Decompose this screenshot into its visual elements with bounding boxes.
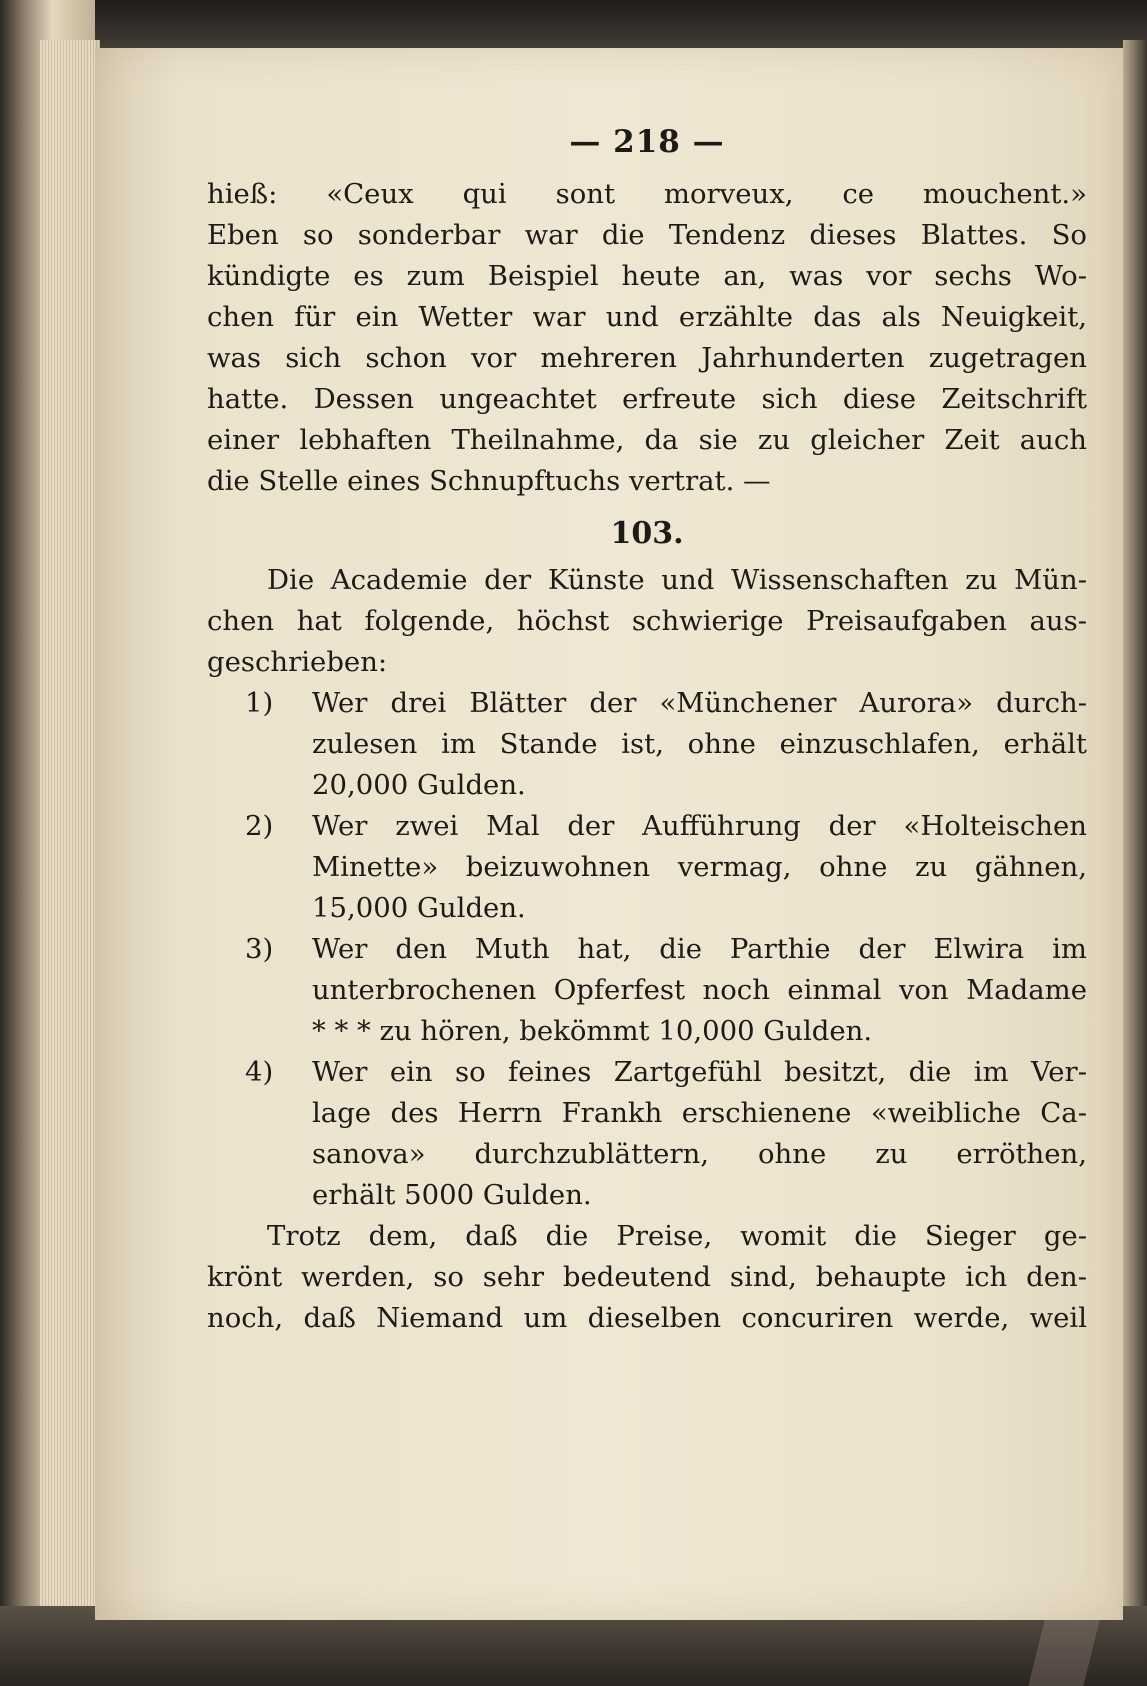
page-text: [207, 118, 1087, 1339]
text-line: chen für ein Wetter war und erzählte das als Neuigkeit,: [207, 301, 1087, 333]
text-line: hatte. Dessen ungeachtet erfreute sich diese Zeitschrift: [207, 383, 1087, 415]
book-page: [95, 48, 1123, 1620]
text-line: sanova» durchzublättern, ohne zu erröthen,: [312, 1138, 1087, 1170]
text-line: unterbrochenen Opferfest noch einmal von Madame: [312, 974, 1087, 1006]
item-number: 2): [245, 810, 274, 842]
text-line: Wer den Muth hat, die Parthie der Elwira im: [312, 933, 1087, 965]
text-line: hieß: «Ceux qui sont morveux, ce mouchent.»: [207, 178, 1087, 210]
prize-item-1: [207, 683, 1087, 806]
text-line: einer lebhaften Theilnahme, da sie zu gleicher Zeit auch: [207, 424, 1087, 456]
text-line: zulesen im Stande ist, ohne einzuschlafen, erhält: [312, 728, 1087, 760]
text-line: 20,000 Gulden.: [312, 769, 526, 801]
text-line: chen hat folgende, höchst schwierige Preisaufgaben aus-: [207, 605, 1087, 637]
text-line: Eben so sonderbar war die Tendenz dieses Blattes. So: [207, 219, 1087, 251]
text-line: Wer zwei Mal der Aufführung der «Holteischen: [312, 810, 1087, 842]
text-line: krönt werden, so sehr bedeutend sind, behaupte ich den-: [207, 1261, 1087, 1293]
closing-paragraph: [207, 1216, 1087, 1339]
prize-item-3: [207, 929, 1087, 1052]
prize-item-2: [207, 806, 1087, 929]
text-line: lage des Herrn Frankh erschienene «weibliche Ca-: [312, 1097, 1087, 1129]
section-number: 103.: [610, 516, 684, 551]
text-line: * * * zu hören, bekömmt 10,000 Gulden.: [312, 1015, 873, 1047]
book-top-edge: [0, 0, 1147, 55]
text-line: Minette» beizuwohnen vermag, ohne zu gähnen,: [312, 851, 1087, 883]
book-right-edge: [1123, 40, 1147, 1660]
text-line: Wer ein so feines Zartgefühl besitzt, die im Ver-: [312, 1056, 1087, 1088]
text-line: was sich schon vor mehreren Jahrhunderten zugetragen: [207, 342, 1087, 374]
prize-item-4: [207, 1052, 1087, 1216]
text-line: 15,000 Gulden.: [312, 892, 526, 924]
text-line: kündigte es zum Beispiel heute an, was vor sechs Wo-: [207, 260, 1087, 292]
page-number: — 218 —: [569, 124, 725, 160]
text-line: Trotz dem, daß die Preise, womit die Sieger ge-: [267, 1220, 1087, 1252]
item-number: 4): [245, 1056, 274, 1088]
section-intro-paragraph: [207, 560, 1087, 683]
item-number: 3): [245, 933, 274, 965]
text-line: Die Academie der Künste und Wissenschaften zu Mün-: [267, 564, 1087, 596]
intro-paragraph: [207, 174, 1087, 502]
text-line: Wer drei Blätter der «Münchener Aurora» durch-: [312, 687, 1087, 719]
text-line: die Stelle eines Schnupftuchs vertrat. —: [207, 465, 771, 497]
page-edges: [40, 40, 100, 1630]
text-line: erhält 5000 Gulden.: [312, 1179, 592, 1211]
text-line: geschrieben:: [207, 646, 388, 678]
text-line: noch, daß Niemand um dieselben concuriren werde, weil: [207, 1302, 1087, 1334]
item-number: 1): [245, 687, 274, 719]
